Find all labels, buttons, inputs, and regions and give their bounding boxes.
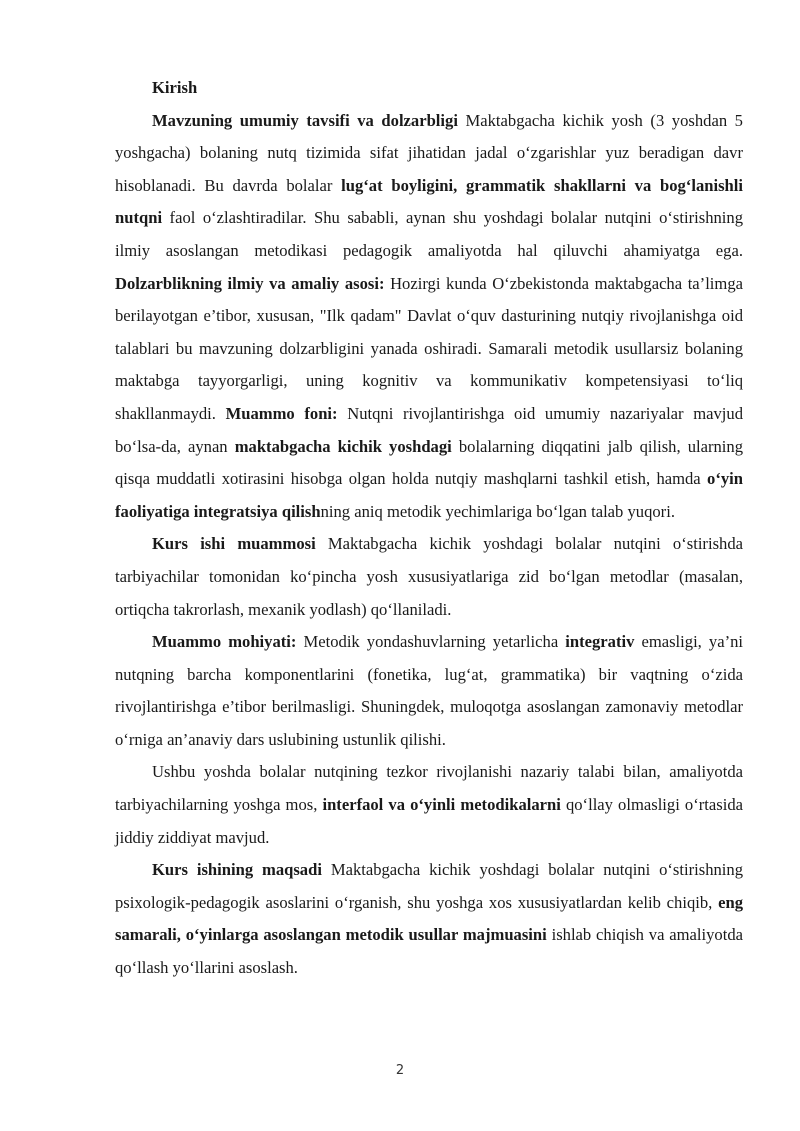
bold-term: Kurs ishi muammosi [152,534,316,554]
body-text: ishlab chiqish va amaliyotda qo‘llash yo‘llarini asoslash. [115,925,743,978]
bold-term: interfaol va o‘yinli metodikalarni [322,795,561,815]
bold-term: Muammo foni: [225,403,338,423]
body-text: Maktabgacha kichik yoshdagi bolalar nutqini o‘stirishning psixologik-pedagogik asoslarini o‘rganish, shu yoshga xos xususiyatlardan kelib chiqib, [115,860,743,912]
bold-term: lug‘at boyligini, grammatik shakllarni va bog‘lanishli nutqni [115,175,743,228]
body-text: Ushbu yoshda bolalar nutqining tezkor rivojlanishi nazariy talabi bilan, amaliyotda tarbiyachilarning yoshga mos, [115,762,743,815]
bold-term: integrativ [565,632,635,652]
bold-term: Muammo mohiyati: [152,632,297,652]
paragraph-problem [115,528,743,626]
body-text: ning aniq metodik yechimlariga bo‘lgan talab yuqori. [320,501,675,521]
bold-term: maktabgacha kichik yoshdagi [234,436,452,456]
body-text: faol o‘zlashtiradilar. Shu sababli, aynan shu yoshdagi bolalar nutqini o‘stirishning ilmiy asoslangan metodikasi pedagogik amaliyotda hal qiluvchi ahamiyatga ega. [115,208,743,260]
body-text: qo‘llay olmasligi o‘rtasida jiddiy ziddiyat mavjud. [115,795,743,847]
body-text: Nutqni rivojlantirishga oid umumiy nazariyalar mavjud bo‘lsa-da, aynan [115,403,744,456]
body-text: Maktabgacha kichik yosh (3 yoshdan 5 yoshgacha) bolaning nutq tizimida sifat jihatidan jadal o‘zgarishlar yuz beradigan davr hisoblanadi. Bu davrda bolalar [115,110,743,195]
paragraph-goal [115,854,743,984]
paragraph-problem-essence [115,626,743,756]
body-text: emasligi, ya’ni nutqning barcha komponentlarini (fonetika, lug‘at, grammatika) bir vaqtning o‘zida rivojlantirishga e’tibor berilmasligi. Shuningdek, muloqotga asoslangan zamonaviy metodlar o‘rniga an’anaviy dars uslubining ustunlik qilishi. [115,632,744,749]
bold-term: Mavzuning umumiy tavsifi va dolzarbligi [152,110,458,130]
bold-term: o‘yin faoliyatiga integratsiya qilish [115,469,743,521]
body-text: bolalarning diqqatini jalb qilish, ularning qisqa muddatli xotirasini hisobga olgan holda nutqiy mashqlarni tashkil etish, hamda [115,436,743,489]
bold-term: Kurs ishining maqsadi [152,860,322,880]
bold-term: eng samarali, o‘yinlarga asoslangan metodik usullar majmuasini [115,892,743,945]
section-heading: Kirish [152,78,198,97]
page-number: 2 [395,1063,405,1078]
body-text: Hozirgi kunda O‘zbekistonda maktabgacha ta’limga berilayotgan e’tibor, xususan, "Ilk qadam" Davlat o‘quv dasturining nutqiy rivojlanishga oid talablari bu mavzuning dolzarbligini yanada oshiradi. Samarali metodik usullarsiz bolaning maktabga tayyorgarligi, uning kognitiv va kommunikativ kompetensiyasi to‘liq shakllanmaydi. [115,273,743,423]
paragraph-contradiction [115,756,743,854]
bold-term: Dolzarblikning ilmiy va amaliy asosi: [115,273,385,293]
body-text: Maktabgacha kichik yoshdagi bolalar nutqini o‘stirishda tarbiyachilar tomonidan ko‘pincha yosh xususiyatlariga zid bo‘lgan metodlar (masalan, ortiqcha takrorlash, mexanik yodlash) qo‘llaniladi. [115,534,743,619]
body-text: Metodik yondashuvlarning yetarlicha [296,632,566,652]
paragraph-relevance [115,105,743,529]
